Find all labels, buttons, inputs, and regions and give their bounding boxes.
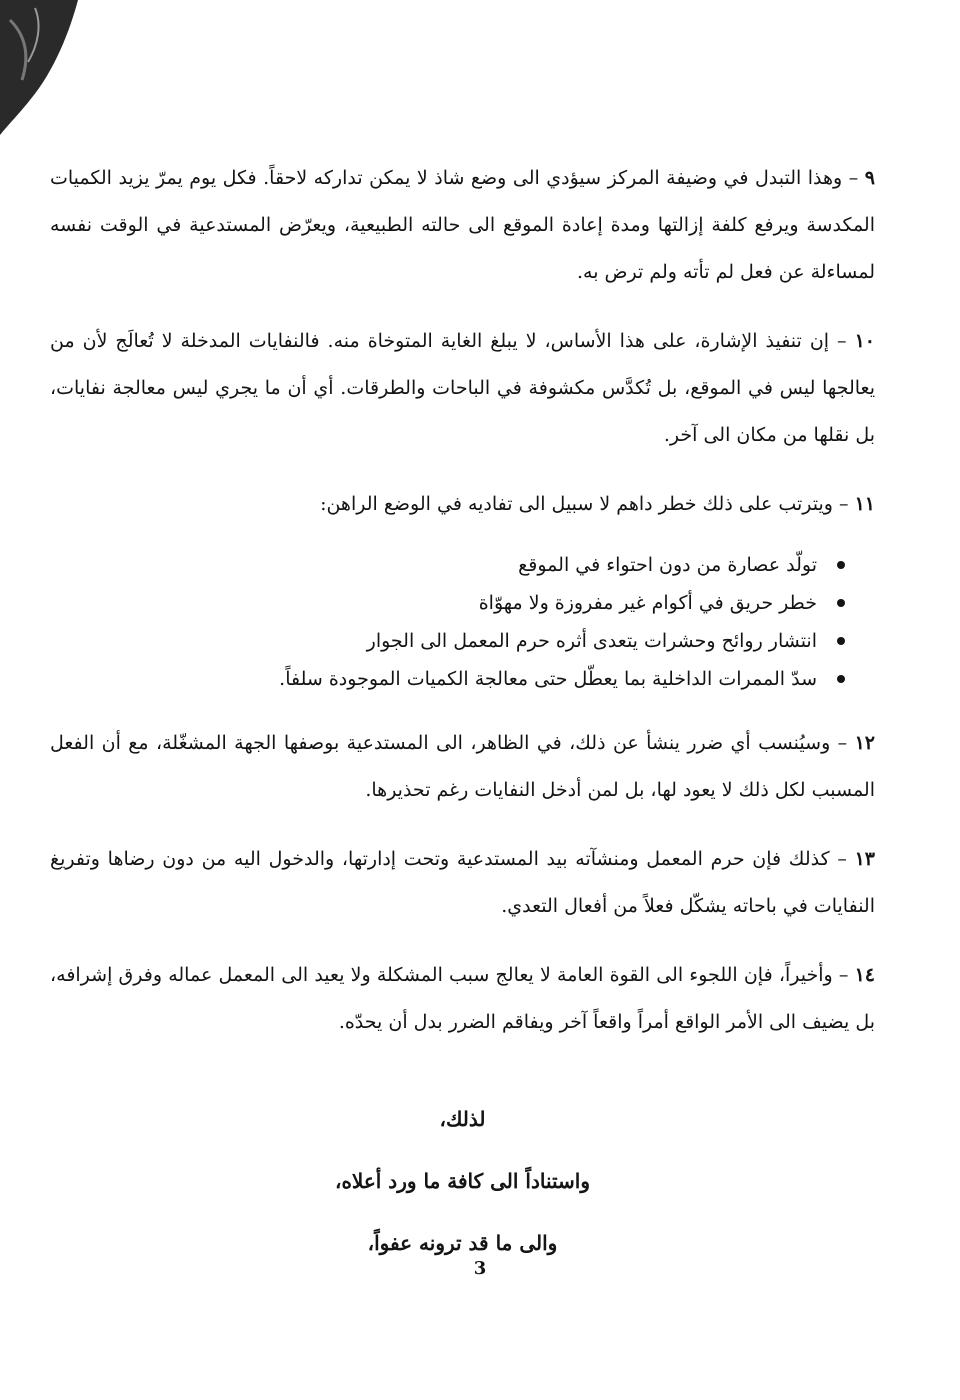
list-item: تولّد عصارة من دون احتواء في الموقع — [50, 546, 845, 584]
paragraph-text: وهذا التبدل في وضيفة المركز سيؤدي الى وضع شاذ لا يمكن تداركه لاحقاً. فكل يوم يمرّ يزيد الكميات المكدسة ويرفع كلفة إزالتها ومدة إعادة الموقع الى حالته الطبيعية، ويعرّض المستدعية في الوقت نفسه لمساءلة عن فعل لم تأته ولم ترض به. — [50, 167, 875, 283]
paragraph-number: ١٠ — [854, 330, 875, 352]
paragraph-13: ١٣ – كذلك فإن حرم المعمل ومنشآته بيد المستدعية وتحت إدارتها، والدخول اليه من دون رضاها وتفريغ النفايات في باحاته يشكّل فعلاً من أفعال التعدي. — [50, 848, 875, 917]
paragraph-number: ١٤ — [854, 964, 875, 986]
paragraph-text: وسيُنسب أي ضرر ينشأ عن ذلك، في الظاهر، الى المستدعية بوصفها الجهة المشغّلة، مع أن الفعل المسبب لكل ذلك لا يعود لها، بل لمن أدخل النفايات رغم تحذيرها. — [50, 732, 875, 801]
list-item: انتشار روائح وحشرات يتعدى أثره حرم المعمل الى الجوار — [50, 622, 845, 660]
paragraph-number: ١٢ — [854, 732, 876, 754]
paragraph-text: كذلك فإن حرم المعمل ومنشآته بيد المستدعية وتحت إدارتها، والدخول اليه من دون رضاها وتفريغ النفايات في باحاته يشكّل فعلاً من أفعال التعدي. — [50, 848, 875, 917]
paragraph-text: وأخيراً، فإن اللجوء الى القوة العامة لا يعالج سبب المشكلة ولا يعيد الى المعمل عماله وفرق إشرافه، بل يضيف الى الأمر الواقع أمراً واقعاً آخر ويفاقم الضرر بدل أن يحدّه. — [50, 964, 875, 1033]
paragraph-10: ١٠ – إن تنفيذ الإشارة، على هذا الأساس، لا يبلغ الغاية المتوخاة منه. فالنفايات المدخلة لا تُعالَج لأن من يعالجها ليس في الموقع، بل تُكدَّس مكشوفة في الباحات والطرقات. أي أن ما يجري ليس معالجة نفايات، بل نقلها من مكان الى آخر. — [50, 330, 875, 446]
paragraph-9: ٩ – وهذا التبدل في وضيفة المركز سيؤدي الى وضع شاذ لا يمكن تداركه لاحقاً. فكل يوم يمرّ يزيد الكميات المكدسة ويرفع كلفة إزالتها ومدة إعادة الموقع الى حالته الطبيعية، ويعرّض المستدعية في الوقت نفسه لمساءلة عن فعل لم تأته ولم ترض به. — [50, 167, 875, 283]
paragraph-14: ١٤ – وأخيراً، فإن اللجوء الى القوة العامة لا يعالج سبب المشكلة ولا يعيد الى المعمل عماله وفرق إشرافه، بل يضيف الى الأمر الواقع أمراً واقعاً آخر ويفاقم الضرر بدل أن يحدّه. — [50, 964, 875, 1033]
closing-section — [50, 1104, 875, 1258]
closing-line: والى ما قد ترونه عفواً، — [367, 1231, 558, 1255]
bullet-icon — [837, 599, 845, 607]
bullet-icon — [837, 561, 845, 569]
closing-line: لذلك، — [439, 1107, 486, 1131]
list-item: سدّ الممرات الداخلية بما يعطّل حتى معالجة الكميات الموجودة سلفاً. — [50, 660, 845, 698]
closing-line: واستناداً الى كافة ما ورد أعلاه، — [334, 1169, 591, 1193]
bullet-icon — [837, 675, 845, 683]
document-body — [50, 155, 875, 1290]
bullet-icon — [837, 637, 845, 645]
page-number: 3 — [473, 1258, 487, 1279]
paragraph-text: ويترتب على ذلك خطر داهم لا سبيل الى تفاديه في الوضع الراهن: — [320, 493, 833, 515]
paragraph-number: ٩ — [864, 167, 875, 189]
paragraph-text: إن تنفيذ الإشارة، على هذا الأساس، لا يبلغ الغاية المتوخاة منه. فالنفايات المدخلة لا تُعالَج لأن من يعالجها ليس في الموقع، بل تُكدَّس مكشوفة في الباحات والطرقات. أي أن ما يجري ليس معالجة نفايات، بل نقلها من مكان الى آخر. — [50, 330, 875, 446]
list-item: خطر حريق في أكوام غير مفروزة ولا مهوّاة — [50, 584, 845, 622]
scan-corner-smudge — [0, 0, 90, 140]
paragraph-number: ١١ — [854, 493, 875, 515]
paragraph-12: ١٢ – وسيُنسب أي ضرر ينشأ عن ذلك، في الظاهر، الى المستدعية بوصفها الجهة المشغّلة، مع أن الفعل المسبب لكل ذلك لا يعود لها، بل لمن أدخل النفايات رغم تحذيرها. — [50, 732, 876, 801]
paragraph-number: ١٣ — [854, 848, 875, 870]
paragraph-11: ١١ – ويترتب على ذلك خطر داهم لا سبيل الى تفاديه في الوضع الراهن: — [320, 493, 875, 515]
risk-bullet-list — [50, 546, 875, 698]
